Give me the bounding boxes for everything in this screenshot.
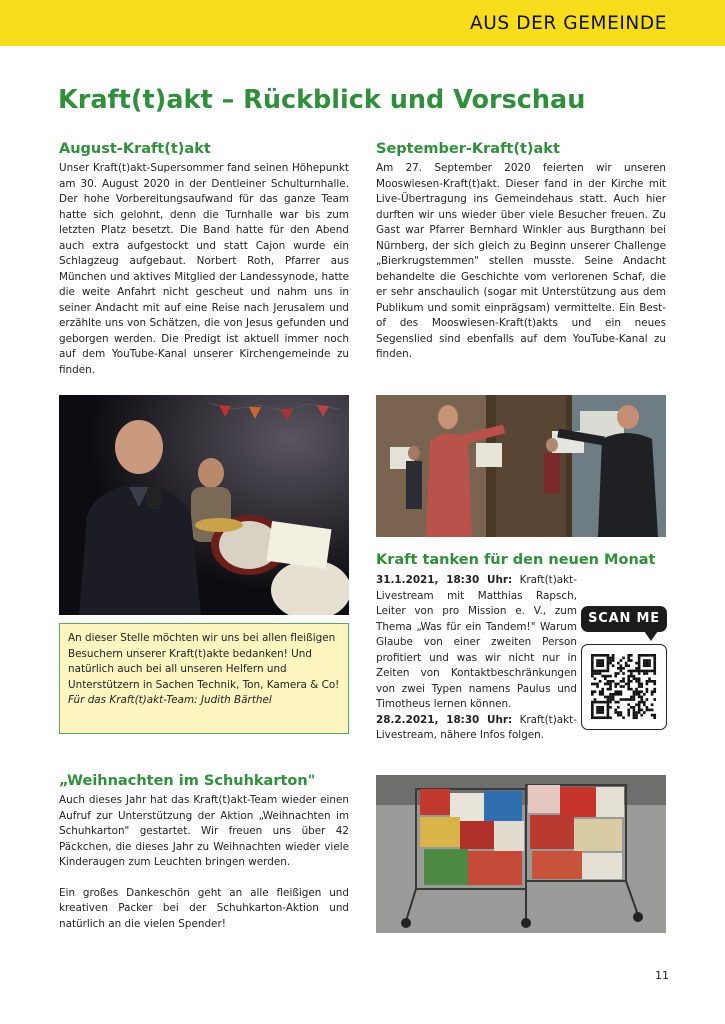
qr-code-icon[interactable] <box>582 645 665 728</box>
header-banner <box>0 0 725 46</box>
event-1-text: Kraft(t)akt-Livestream mit Matthias Rapsch, Leiter von pro Mission e. V., zum Thema „Was für ein Tandem!" Warum Glaube von einer zweiten Person profitiert und was wir nicht nur in Zeiten von Kontaktbeschränkungen von zwei Typen namens Paulus und Timotheus lernen können. <box>376 574 577 710</box>
photo-speaker-band <box>59 395 349 615</box>
shoebox-text-2: Ein großes Dankeschön geht an alle fleißigen und kreativen Packer bei der Schuhkarton-Aktion und natürlich an die vielen Spender! <box>59 886 349 930</box>
thanks-text: An dieser Stelle möchten wir uns bei allen fleißigen Besuchern unserer Kraft(t)akte bedanken! Und natürlich auch bei all unseren Helfern und Unterstützern in Sachen Technik, Ton, Kamera & Co! <box>68 632 340 691</box>
page-number: 11 <box>655 969 669 982</box>
september-heading: September-Kraft(t)akt <box>376 141 560 157</box>
photo-church-challenge-drawing <box>376 395 666 537</box>
september-text: Am 27. September 2020 feierten wir unseren Mooswiesen-Kraft(t)akt. Dieser fand in der Kirche mit Live-Übertragung ins Gemeindehaus statt. Auch hier durften wir uns wieder über viele Besucher freuen. Zu Gast war Pfarrer Bernhard Winkler aus Burgthann bei Nürnberg, der sich gleich zu Beginn unserer Challenge „Bierkrugstemmen" stellen musste. Seine Andacht behandelte die Geschichte vom verlorenen Schaf, die er sehr anschaulich (sogar mit Unterstützung aus dem Publikum und somit einprägsam) vermittelte. Ein Best-of des Mooswiesen-Kraft(t)akts und ein neues Segenslied sind ebenfalls auf dem YouTube-Kanal zu finden. <box>376 162 666 360</box>
august-article <box>59 141 349 378</box>
september-article <box>376 141 666 363</box>
thanks-box <box>59 623 349 734</box>
event-2-text: Kraft(t)akt-Livestream, nähere Infos folgen. <box>376 713 577 741</box>
monthly-heading: Kraft tanken für den neuen Monat <box>376 552 656 568</box>
shoebox-heading: „Weihnachten im Schuhkarton" <box>59 773 316 789</box>
event-1-date: 31.1.2021, 18:30 Uhr: <box>376 574 513 586</box>
scan-me-label: SCAN ME <box>581 606 667 632</box>
thanks-signature: Für das Kraft(t)akt-Team: Judith Bärthel <box>68 694 272 706</box>
photo-shoebox-carts-drawing <box>376 775 666 933</box>
page-title: Kraft(t)akt – Rückblick und Vorschau <box>58 85 586 115</box>
shoebox-text-1: Auch dieses Jahr hat das Kraft(t)akt-Team wieder einen Aufruf zur Unterstützung der Aktion „Weihnachten im Schuhkarton" gestartet. Wir freuen uns über 42 Päckchen, die dieses Jahr zu Weihnachten wieder viele Kinderaugen zum Leuchten bringen werden. <box>59 794 349 868</box>
section-label: AUS DER GEMEINDE <box>470 13 667 34</box>
august-heading: August-Kraft(t)akt <box>59 141 211 157</box>
photo-speaker-band-drawing <box>59 395 349 615</box>
scan-bubble-tail <box>644 631 658 641</box>
shoebox-article <box>59 773 349 932</box>
photo-church-challenge <box>376 395 666 537</box>
qr-frame <box>581 644 667 730</box>
event-2-date: 28.2.2021, 18:30 Uhr: <box>376 713 513 726</box>
qr-code-block[interactable] <box>581 606 667 730</box>
shoebox-body <box>59 793 349 932</box>
photo-shoebox-carts <box>376 775 666 933</box>
august-text: Unser Kraft(t)akt-Supersommer fand seinen Höhepunkt am 30. August 2020 in der Dentleiner Schulturnhalle. Der hohe Vorbereitungsaufwand für das ganze Team hatte sich gelohnt, denn die Turnhalle war bis zum letzten Platz besetzt. Die Band hatte für den Abend auch extra aufgestockt und statt Cajon wurde ein Schlagzeug aufgebaut. Norbert Roth, Pfarrer aus München und aktives Mitglied der Landessynode, hatte die weite Anfahrt nicht gescheut und nahm uns in seiner Andacht mit auf eine Reise nach Jerusalem und erzählte uns von Schätzen, die von Jesus gefunden und geborgen werden. Die Predigt ist aktuell immer noch auf dem YouTube-Kanal unserer Kirchengemeinde zu finden. <box>59 162 349 376</box>
monthly-article <box>376 552 666 572</box>
